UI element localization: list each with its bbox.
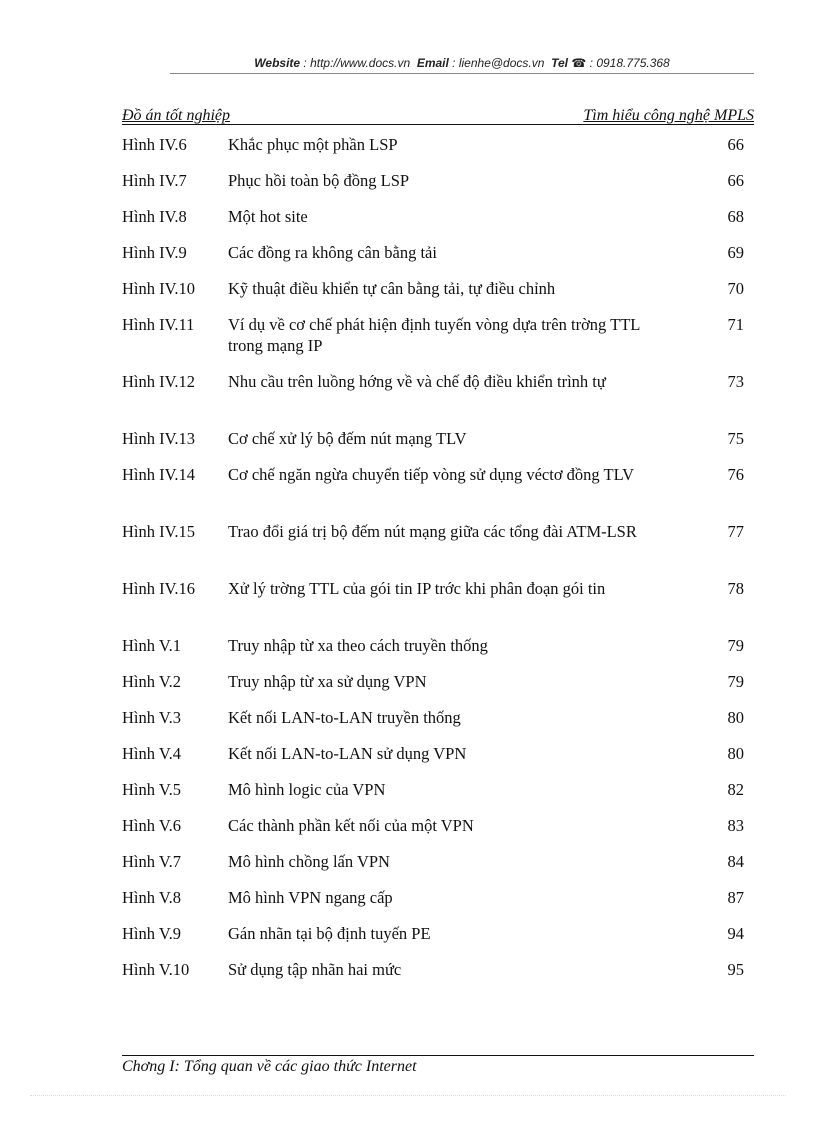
page-number: 76 — [727, 465, 744, 484]
page-number: 82 — [727, 780, 744, 799]
figure-caption: Gán nhãn tại bộ định tuyến PE — [228, 924, 431, 943]
page-number: 66 — [727, 135, 744, 154]
page-number: 73 — [727, 372, 744, 391]
title-divider — [122, 124, 754, 125]
toc-row — [122, 170, 754, 206]
phone-icon: ☎ — [571, 56, 587, 70]
page-bottom-border — [30, 1095, 786, 1096]
page-number: 75 — [727, 429, 744, 448]
page-number: 84 — [727, 852, 744, 871]
figure-caption: Khắc phục một phần LSP — [228, 135, 398, 154]
toc-row — [122, 743, 754, 779]
page-number: 80 — [727, 708, 744, 727]
page-number: 79 — [727, 636, 744, 655]
footer-divider — [122, 1055, 754, 1056]
figure-label: Hình V.5 — [122, 780, 181, 799]
toc-row — [122, 464, 754, 521]
toc-row — [122, 779, 754, 815]
figure-label: Hình V.8 — [122, 888, 181, 907]
figure-caption: Truy nhập từ xa theo cách truyền thống — [228, 636, 488, 655]
toc-row — [122, 923, 754, 959]
toc-row — [122, 428, 754, 464]
figure-label: Hình V.6 — [122, 816, 181, 835]
toc-row — [122, 707, 754, 743]
figure-label: Hình V.10 — [122, 960, 190, 979]
figure-label: Hình V.3 — [122, 708, 181, 727]
toc-row — [122, 815, 754, 851]
figure-label: Hình IV.6 — [122, 135, 187, 154]
figure-label: Hình IV.9 — [122, 243, 187, 262]
figure-caption: Một hot site — [228, 207, 308, 226]
figure-label: Hình V.7 — [122, 852, 181, 871]
toc-row — [122, 578, 754, 635]
figure-label: Hình IV.11 — [122, 315, 195, 334]
figure-label: Hình IV.15 — [122, 522, 196, 541]
figure-caption: Mô hình chồng lấn VPN — [228, 852, 390, 871]
figure-label: Hình V.1 — [122, 636, 181, 655]
figure-caption: Cơ chế ngăn ngừa chuyển tiếp vòng sử dụng véctơ đồng TLV — [228, 465, 635, 484]
toc-row — [122, 671, 754, 707]
toc-row — [122, 851, 754, 887]
figure-label: Hình V.4 — [122, 744, 181, 763]
figure-caption: Sử dụng tập nhãn hai mức — [228, 960, 402, 979]
toc-row — [122, 371, 754, 428]
toc-row — [122, 521, 754, 578]
page-number: 66 — [727, 171, 744, 190]
email-link[interactable]: lienhe@docs.vn — [458, 56, 545, 70]
website-label: Website — [254, 56, 301, 70]
header-divider — [170, 73, 754, 74]
page-number: 94 — [727, 924, 744, 943]
document-subject: Tìm hiểu công nghệ MPLS — [583, 107, 754, 124]
page-number: 70 — [727, 279, 744, 298]
toc-row — [122, 134, 754, 170]
figure-list — [122, 134, 754, 980]
toc-row — [122, 206, 754, 242]
page-number: 77 — [727, 522, 744, 541]
figure-label: Hình IV.14 — [122, 465, 196, 484]
figure-label: Hình IV.10 — [122, 279, 196, 298]
page-number: 87 — [727, 888, 744, 907]
figure-caption: Truy nhập từ xa sử dụng VPN — [228, 672, 427, 691]
figure-caption: Trao đổi giá trị bộ đếm nút mạng giữa các tổng đài ATM-LSR — [228, 522, 637, 541]
figure-caption: Phục hồi toàn bộ đồng LSP — [228, 171, 410, 190]
figure-caption: Cơ chế xử lý bộ đếm nút mạng TLV — [228, 429, 467, 448]
figure-caption: Kết nối LAN-to-LAN sử dụng VPN — [228, 744, 467, 763]
page-number: 79 — [727, 672, 744, 691]
figure-caption: Các thành phần kết nối của một VPN — [228, 816, 474, 835]
figure-label: Hình V.2 — [122, 672, 181, 691]
figure-caption: Xử lý trờng TTL của gói tin IP trớc khi phân đoạn gói tin — [228, 579, 606, 598]
figure-caption: Các đồng ra không cân bằng tải — [228, 243, 437, 262]
page-number: 83 — [727, 816, 744, 835]
page-number: 71 — [727, 315, 744, 334]
toc-row — [122, 959, 754, 980]
figure-caption: Nhu cầu trên luồng hớng về và chế độ điều khiển trình tự — [228, 372, 606, 391]
page-number: 78 — [727, 579, 744, 598]
figure-caption: Ví dụ về cơ chế phát hiện định tuyến vòng dựa trên trờng TTL trong mạng IP — [228, 315, 640, 355]
figure-caption: Mô hình logic của VPN — [228, 780, 386, 799]
toc-row — [122, 635, 754, 671]
page-number: 69 — [727, 243, 744, 262]
figure-label: Hình V.9 — [122, 924, 181, 943]
page-number: 68 — [727, 207, 744, 226]
document-title: Đồ án tốt nghiệp — [122, 107, 230, 124]
tel-label: Tel — [551, 56, 568, 70]
chapter-footer: Chơng I: Tổng quan về các giao thức Internet — [122, 1058, 417, 1075]
tel-value: 0918.775.368 — [596, 56, 670, 70]
figure-label: Hình IV.16 — [122, 579, 196, 598]
figure-caption: Kỹ thuật điều khiển tự cân bằng tải, tự điều chỉnh — [228, 279, 556, 298]
toc-row — [122, 887, 754, 923]
page-number: 80 — [727, 744, 744, 763]
site-header: Website : http://www.docs.vn Email : lienhe@docs.vn Tel ☎ : 0918.775.368 — [254, 56, 670, 70]
email-label: Email — [416, 56, 449, 70]
figure-caption: Mô hình VPN ngang cấp — [228, 888, 393, 907]
figure-label: Hình IV.12 — [122, 372, 196, 391]
toc-row — [122, 242, 754, 278]
figure-label: Hình IV.13 — [122, 429, 196, 448]
figure-label: Hình IV.7 — [122, 171, 187, 190]
figure-label: Hình IV.8 — [122, 207, 187, 226]
toc-row — [122, 314, 754, 371]
toc-row — [122, 278, 754, 314]
page-number: 95 — [727, 960, 744, 979]
website-link[interactable]: http://www.docs.vn — [310, 56, 411, 70]
figure-caption: Kết nối LAN-to-LAN truyền thống — [228, 708, 461, 727]
